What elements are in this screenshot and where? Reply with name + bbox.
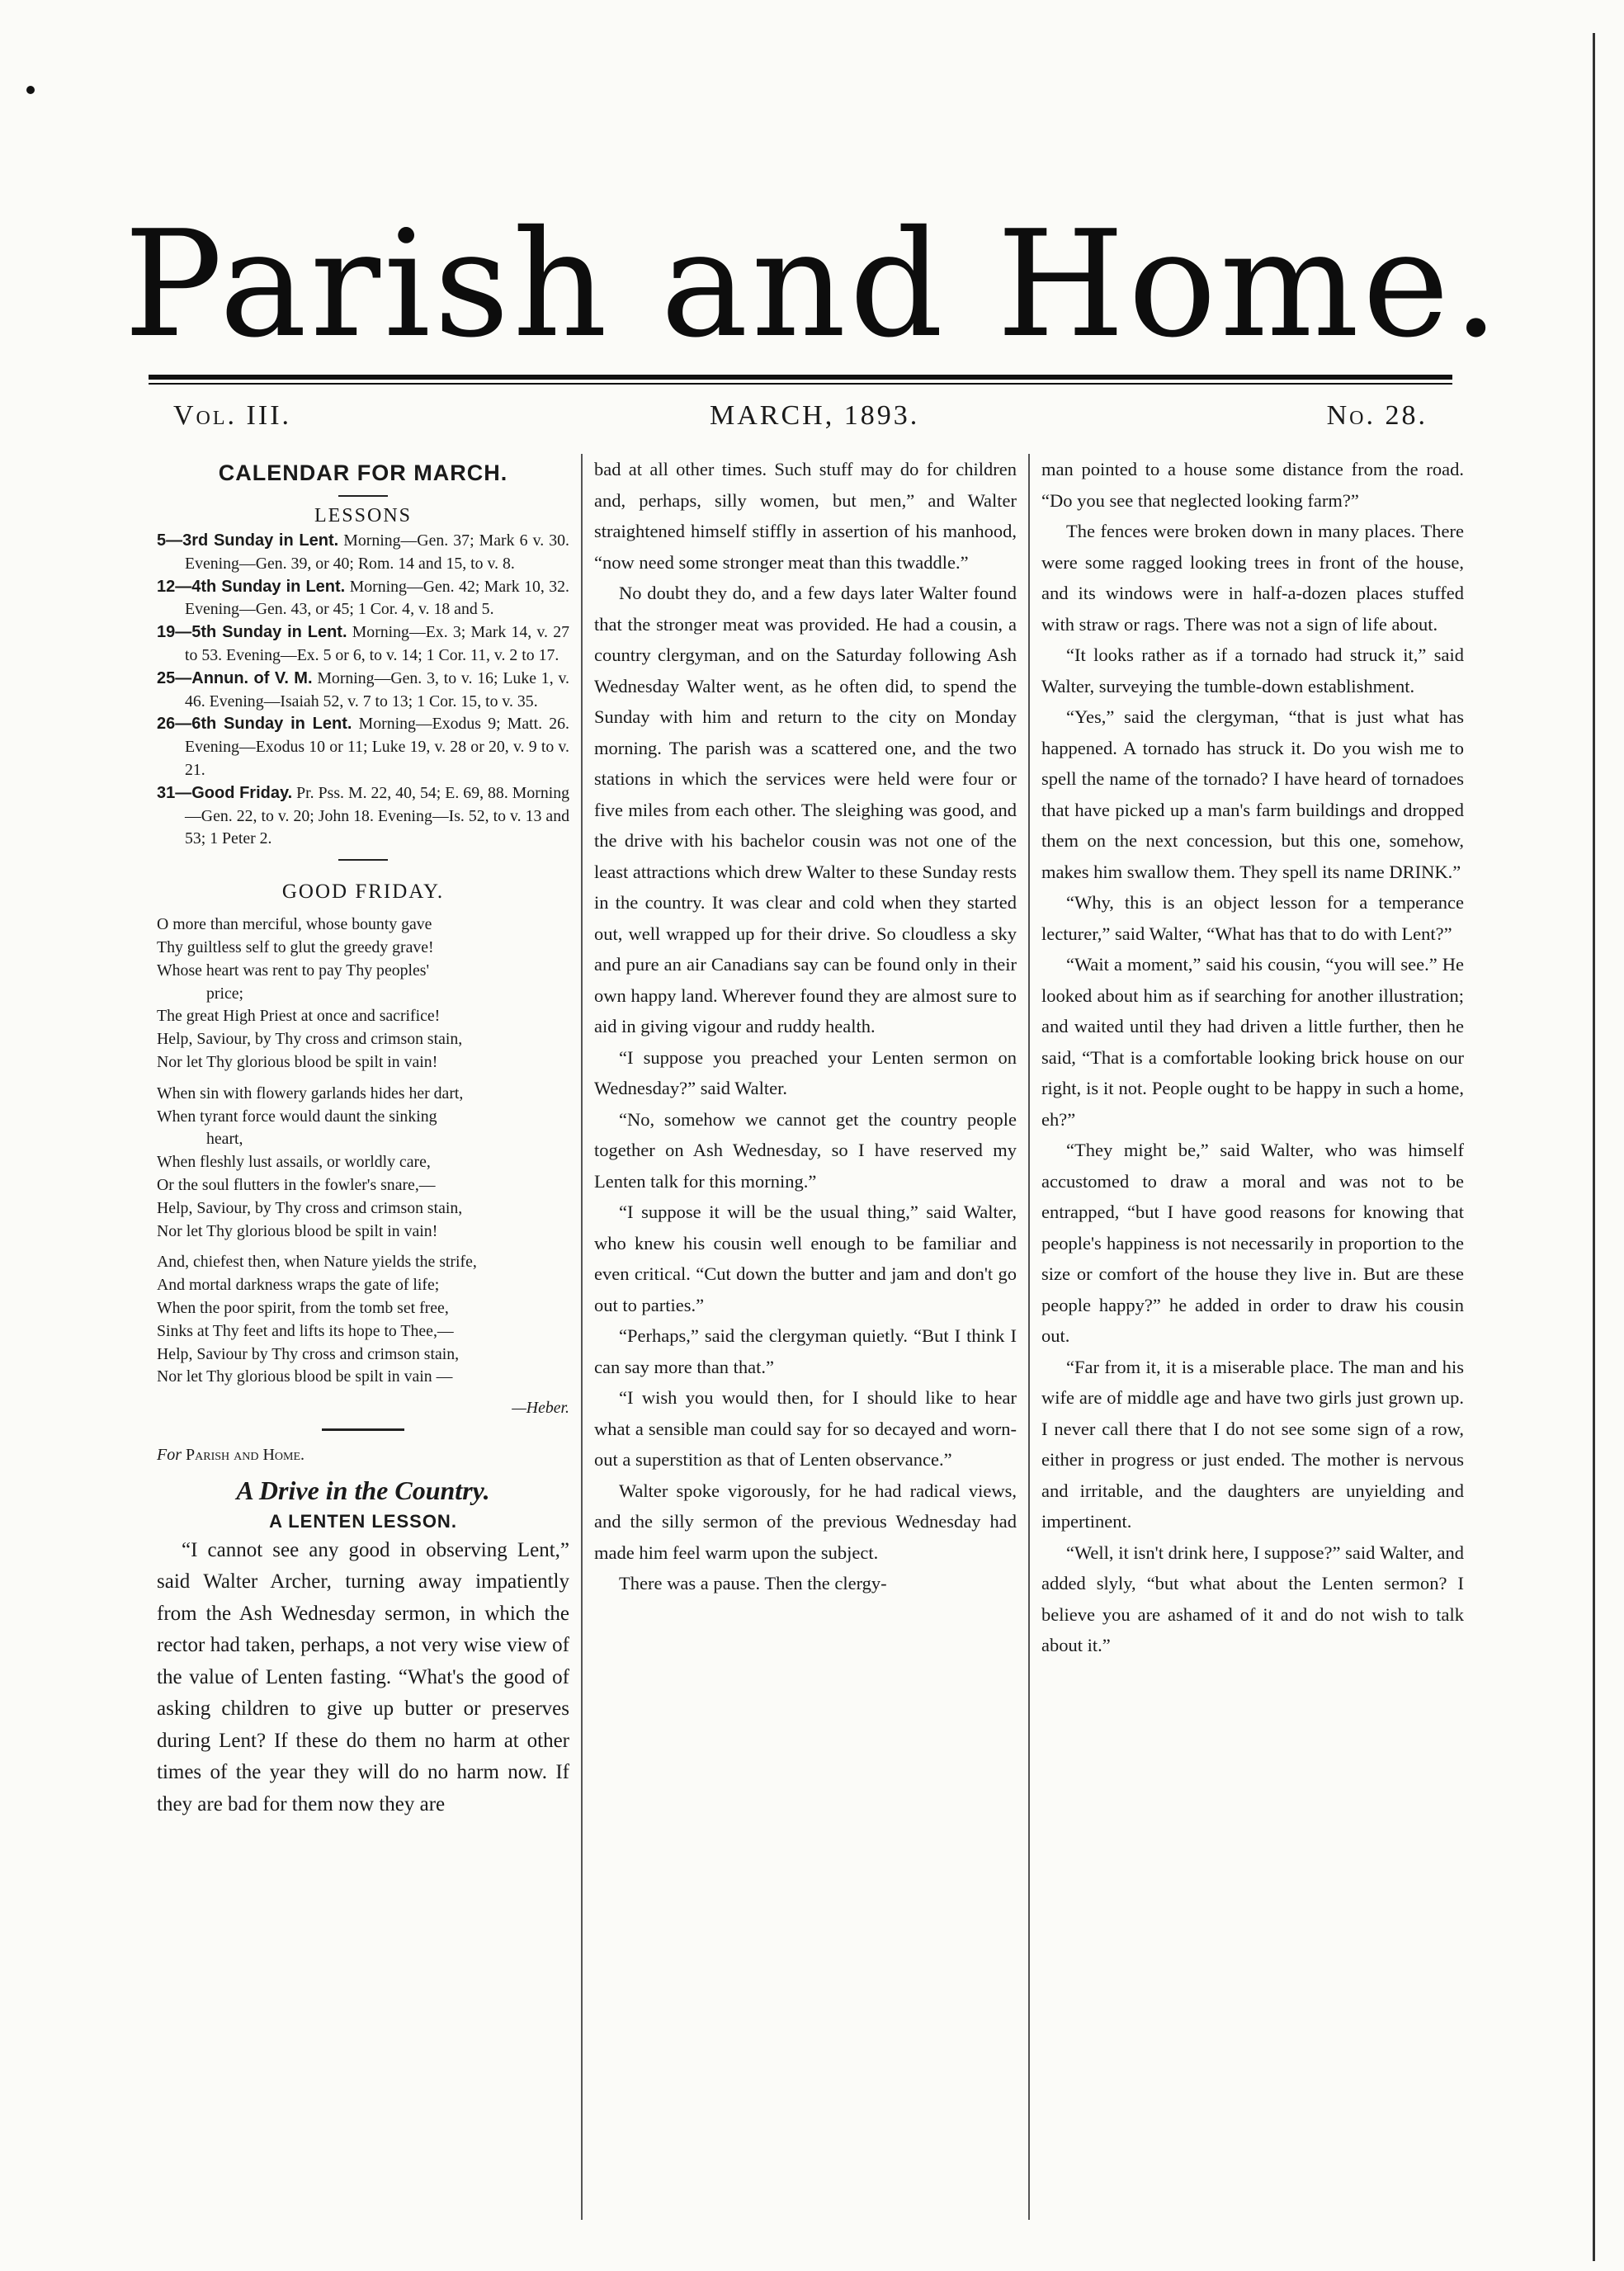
poem-line: price; — [206, 984, 244, 1003]
poem-stanza — [157, 1083, 569, 1244]
poem-line: And, chiefest then, when Nature yields the strife, — [157, 1253, 477, 1272]
column-2 — [594, 454, 1017, 1599]
story-paragraph: There was a pause. Then the clergy- — [619, 1573, 887, 1593]
column-3 — [1041, 454, 1464, 1661]
lesson-entry — [157, 713, 569, 781]
story-paragraph: “They might be,” said Walter, who was himself accustomed to draw a moral and was not to be entrapped, “but I have good reasons for knowing that people's happiness is not necessarily in proportion to the size or comfort of the house they live in. But are these people happy?” he added in order to draw his cousin out. — [1041, 1140, 1464, 1346]
story-subtitle: A LENTEN LESSON. — [269, 1510, 457, 1532]
poem-line: When sin with flowery garlands hides her dart, — [157, 1084, 464, 1102]
story-credit-prefix: For — [157, 1445, 182, 1464]
poem-line: When the poor spirit, from the tomb set free, — [157, 1298, 449, 1317]
poem-line: Whose heart was rent to pay Thy peoples' — [157, 961, 430, 980]
poem-line: The great High Priest at once and sacrifice! — [157, 1007, 441, 1026]
lesson-readings: Morning—Gen. 42; Mark 10, 32. Evening—Gen. 43, or 45; 1 Cor. 4, v. 18 and 5. — [185, 577, 569, 619]
column-1 — [157, 454, 569, 1820]
story-paragraph: No doubt they do, and a few days later Walter found that the stronger meat was provided. He had a cousin, a country clergyman, and on the Saturday following Ash Wednesday Walter went, as he often did, to spend the Sunday with him and return to the city on Monday morning. The parish was a scattered one, and the two stations in which the services were held were four or five miles from each other. The sleighing was good, and the drive with his bachelor cousin was not one of the least attractions which drew Walter to these Sunday rests in the country. It was clear and cold when they started out, well wrapped up for their drive. So cloudless a sky and pure an air Canadians say can be found only in their own happy land. Wherever found they are almost sure to aid in giving vigour and ruddy health. — [594, 583, 1017, 1036]
dateline — [165, 393, 1436, 442]
story-paragraph: “I suppose you preached your Lenten sermon on Wednesday?” said Walter. — [594, 1046, 1017, 1098]
poem-line: Help, Saviour, by Thy cross and crimson stain, — [157, 1030, 463, 1049]
story-paragraph: “Well, it isn't drink here, I suppose?” said Walter, and added slyly, “but what about the Lenten sermon? I believe you are ashamed of it and do not wish to talk about it.” — [1041, 1542, 1464, 1655]
story-paragraph: “Far from it, it is a miserable place. The man and his wife are of middle age and have two girls just grown up. I never call there that I do not see some sign of a row, either in progress or just ended. The mother is nervous and irritable, and the daughters are unyielding and impertinent. — [1041, 1356, 1464, 1532]
poem-line: Or the soul flutters in the fowler's snare,— — [157, 1175, 436, 1194]
story-opening-paragraph: “I cannot see any good in observing Lent,” said Walter Archer, turning away impatiently from the Ash Wednesday sermon, in which the rector had taken, perhaps, a not very wise view of the value of Lenten fasting. “What's the good of asking children to give up butter or preserves during Lent? If these do them no harm at other times of the year they will do no harm now. If they are bad for them now they are — [157, 1538, 569, 1815]
lesson-readings: Morning—Ex. 3; Mark 14, v. 27 to 53. Evening—Ex. 5 or 6, to v. 14; 1 Cor. 11, v. 2 to 17. — [185, 623, 569, 664]
calendar-title: CALENDAR FOR MARCH. — [218, 460, 508, 485]
story-title: A Drive in the Country. — [236, 1475, 490, 1505]
lesson-day: 12—4th Sunday in Lent. — [157, 577, 346, 596]
story-paragraph: “I suppose it will be the usual thing,” said Walter, who knew his cousin well enough to be familiar and even critical. “Cut down the butter and jam and don't go out to parties.” — [594, 1202, 1017, 1315]
poem-line: Nor let Thy glorious blood be spilt in vain! — [157, 1221, 438, 1240]
poem-line: Sinks at Thy feet and lifts its hope to Thee,— — [157, 1321, 454, 1340]
section-rule — [322, 1428, 404, 1431]
lesson-day: 19—5th Sunday in Lent. — [157, 623, 347, 642]
lesson-day: 25—Annun. of V. M. — [157, 668, 313, 687]
lessons-heading: LESSONS — [314, 505, 413, 526]
story-paragraph: man pointed to a house some distance from the road. “Do you see that neglected looking farm?” — [1041, 459, 1464, 511]
story-paragraph: Walter spoke vigorously, for he had radical views, and the silly sermon of the previous Wednesday had made him feel warm upon the subject. — [594, 1480, 1017, 1563]
volume-label: Vol. III. — [173, 400, 292, 431]
ink-speck — [26, 86, 35, 94]
poem-line: O more than merciful, whose bounty gave — [157, 915, 432, 934]
poem-line: Thy guiltless self to glut the greedy grave! — [157, 937, 434, 956]
story-credit — [157, 1442, 569, 1467]
poem-line: Nor let Thy glorious blood be spilt in vain — — [157, 1367, 453, 1386]
lesson-day: 31—Good Friday. — [157, 783, 293, 802]
poem-line: Nor let Thy glorious blood be spilt in vain! — [157, 1052, 438, 1071]
lesson-entry — [157, 576, 569, 622]
story-credit-name: Parish and Home. — [186, 1445, 305, 1464]
lesson-entry — [157, 782, 569, 851]
lesson-readings: Morning—Exodus 9; Matt. 26. Evening—Exodus 10 or 11; Luke 19, v. 28 or 20, v. 9 to v. 21. — [185, 715, 570, 779]
poem-stanza — [157, 914, 569, 1074]
poem-line: Help, Saviour, by Thy cross and crimson stain, — [157, 1198, 463, 1217]
masthead-rule-thick — [149, 375, 1452, 380]
poem-line: heart, — [206, 1130, 243, 1149]
page-edge-shadow — [1593, 33, 1595, 2261]
column-rule-2 — [1028, 454, 1030, 2220]
lesson-readings: Morning—Gen. 3, to v. 16; Luke 1, v. 46. Evening—Isaiah 52, v. 7 to 13; 1 Cor. 15, to v. 35. — [185, 668, 570, 711]
poem-body — [157, 914, 569, 1389]
story-paragraph: The fences were broken down in many places. There were some ragged looking trees in front of the house, and its windows were in half-a-dozen places stuffed with straw or rags. There was not a sign of life about. — [1041, 521, 1464, 635]
masthead-title: Parish and Home. — [124, 199, 1503, 370]
lesson-day: 5—3rd Sunday in Lent. — [157, 531, 339, 550]
poem-line: When tyrant force would daunt the sinking — [157, 1107, 437, 1126]
issue-date: MARCH, 1893. — [710, 400, 920, 431]
lesson-day: 26—6th Sunday in Lent. — [157, 715, 352, 734]
column-rule-1 — [581, 454, 583, 2220]
story-paragraph: “No, somehow we cannot get the country people together on Ash Wednesday, so I have reserved my Lenten talk for this morning.” — [594, 1108, 1017, 1192]
lesson-entry — [157, 530, 569, 576]
lessons-list — [157, 530, 569, 851]
lessons-rule — [338, 859, 388, 861]
poem-title: GOOD FRIDAY. — [281, 881, 445, 904]
story-paragraph: “Perhaps,” said the clergyman quietly. “But I think I can say more than that.” — [594, 1325, 1017, 1377]
poem-attribution: —Heber. — [512, 1399, 569, 1418]
poem-stanza — [157, 1251, 569, 1389]
poem-line: When fleshly lust assails, or worldly care, — [157, 1153, 431, 1172]
poem-line: Help, Saviour by Thy cross and crimson stain, — [157, 1344, 460, 1363]
lesson-readings: Pr. Pss. M. 22, 40, 54; E. 69, 88. Morning—Gen. 22, to v. 20; John 18. Evening—Is. 52, to v. 13 and 53; 1 Peter 2. — [185, 783, 570, 848]
story-paragraph: “Wait a moment,” said his cousin, “you will see.” He looked about him as if searching for another illustration; and waited until they had driven a little further, then he said, “That is a comfortable looking brick house on our right, is it not. People ought to be happy in such a home, eh?” — [1041, 954, 1464, 1130]
issue-number: No. 28. — [1326, 400, 1428, 431]
story-paragraph: “Why, this is an object lesson for a temperance lecturer,” said Walter, “What has that to do with Lent?” — [1041, 892, 1464, 944]
story-paragraph: bad at all other times. Such stuff may do for children and, perhaps, silly women, but men,” and Walter straightened himself stiffly in assertion of his manhood, “now need some stronger meat than this twaddle.” — [594, 459, 1017, 573]
story-paragraph: “It looks rather as if a tornado had struck it,” said Walter, surveying the tumble-down establishment. — [1041, 644, 1464, 696]
poem-line: And mortal darkness wraps the gate of life; — [157, 1276, 440, 1295]
lesson-entry — [157, 621, 569, 668]
story-paragraph: “Yes,” said the clergyman, “that is just what has happened. A tornado has struck it. Do you wish me to spell the name of the tornado? I have heard of tornadoes that have picked up a man's farm buildings and dropped them on the next concession, but this one, somehow, makes him swallow them. They spell its name DRINK.” — [1041, 706, 1464, 882]
lesson-entry — [157, 668, 569, 714]
lesson-readings: Morning—Gen. 37; Mark 6 v. 30. Evening—Gen. 39, or 40; Rom. 14 and 15, to v. 8. — [185, 531, 569, 573]
calendar-rule — [338, 495, 388, 497]
masthead-rule-thin — [149, 383, 1452, 385]
story-paragraph: “I wish you would then, for I should like to hear what a sensible man could say for so decayed and worn-out a superstition as that of Lenten observance.” — [594, 1387, 1017, 1470]
